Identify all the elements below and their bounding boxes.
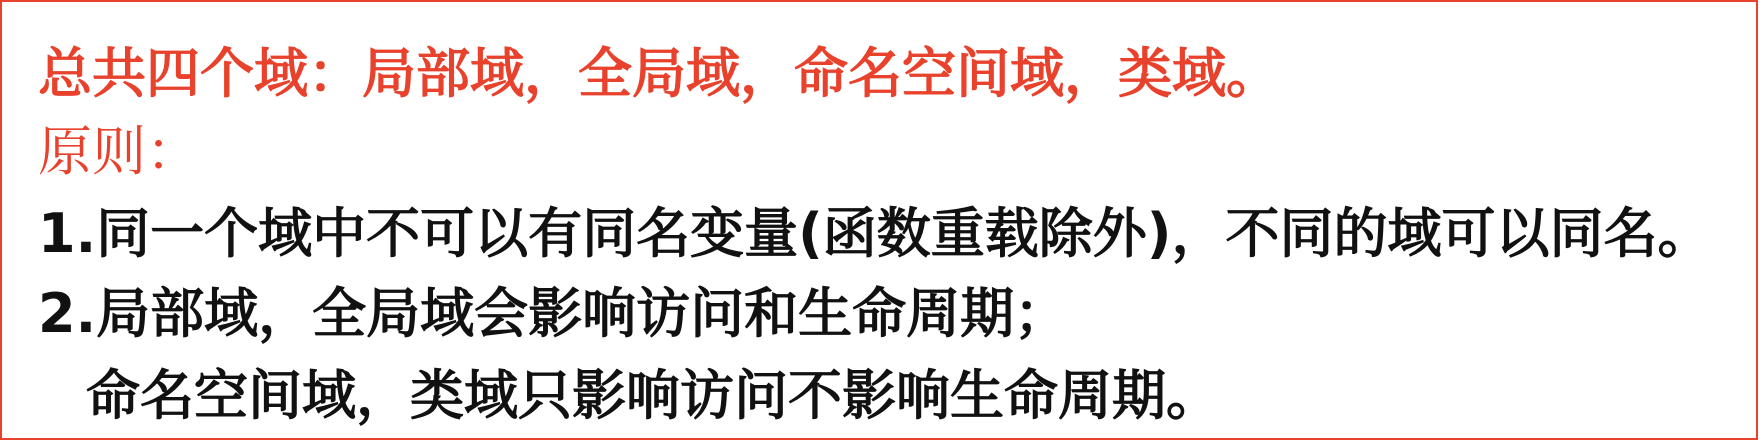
principles-label: 原则： xyxy=(38,120,200,183)
summary-line: 总共四个域：局部域，全局域，命名空间域，类域。 xyxy=(38,42,1280,105)
rule-1: 1.同一个域中不可以有同名变量(函数重载除外)，不同的域可以同名。 xyxy=(38,202,1712,265)
rule-2: 2.局部域，全局域会影响访问和生命周期； xyxy=(38,282,1069,345)
rule-2-continuation: 命名空间域，类域只影响访问不影响生命周期。 xyxy=(86,364,1220,427)
